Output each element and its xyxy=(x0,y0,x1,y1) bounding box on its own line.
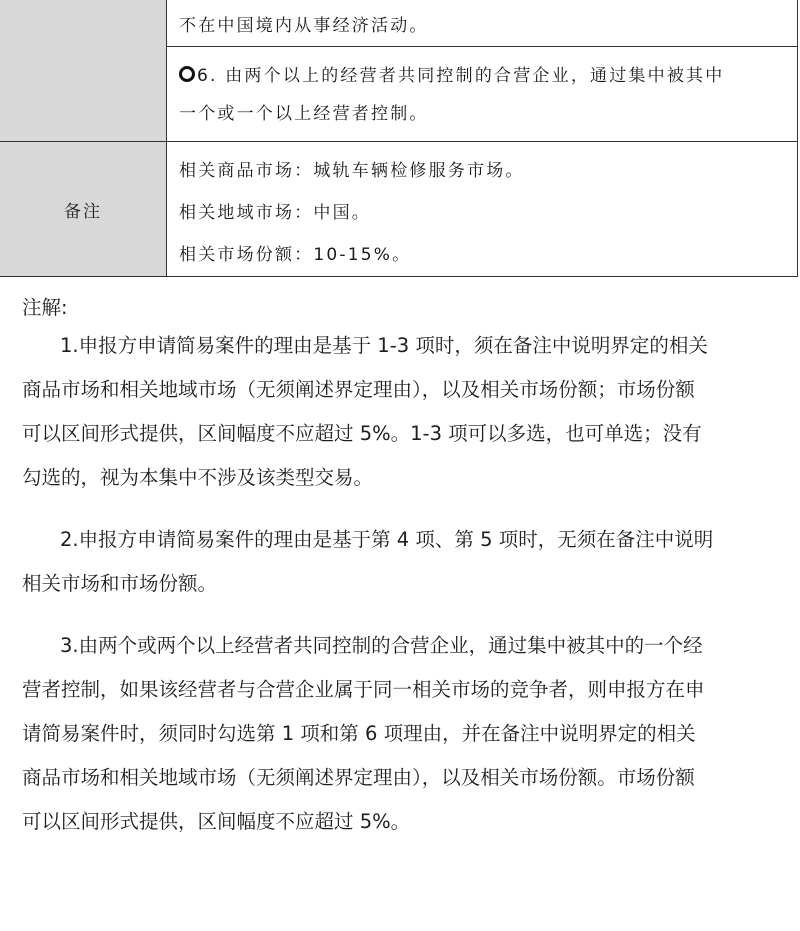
radio-selected-icon[interactable] xyxy=(179,66,195,82)
text-line: 2.申报方申请简易案件的理由是基于第 4 项、第 5 项时，无须在备注中说明 xyxy=(60,528,714,551)
option6-line1: 6. 由两个以上的经营者共同控制的合营企业，通过集中被其中 xyxy=(197,66,725,86)
notes-title: 注解: xyxy=(22,296,68,319)
table-row xyxy=(0,0,800,47)
remark-item: 相关地域市场：中国。 xyxy=(179,203,371,223)
notes-section xyxy=(22,292,782,844)
table-value-cell xyxy=(167,0,798,47)
text-line: 相关市场和市场份额。 xyxy=(22,572,218,595)
remark-item: 相关商品市场：城轨车辆检修服务市场。 xyxy=(179,161,525,181)
table-row xyxy=(0,142,800,277)
table-row xyxy=(0,47,800,142)
remarks-label: 备注 xyxy=(0,142,167,277)
text-line: 请简易案件时，须同时勾选第 1 项和第 6 项理由，并在备注中说明界定的相关 xyxy=(22,722,696,745)
text-line: 可以区间形式提供，区间幅度不应超过 5%。 xyxy=(22,810,411,833)
note-paragraph-1 xyxy=(22,324,782,500)
text-line: 1.申报方申请简易案件的理由是基于 1-3 项时，须在备注中说明界定的相关 xyxy=(60,334,708,357)
text-line: 营者控制，如果该经营者与合营企业属于同一相关市场的竞争者，则申报方在申 xyxy=(22,678,705,701)
text-line: 商品市场和相关地域市场（无须阐述界定理由），以及相关市场份额。市场份额 xyxy=(22,766,695,789)
remark-item: 相关市场份额：10-15%。 xyxy=(179,245,412,265)
row1-text: 不在中国境内从事经济活动。 xyxy=(179,15,429,36)
table-label-cell xyxy=(0,0,167,47)
table-value-cell xyxy=(167,47,798,142)
text-line: 勾选的，视为本集中不涉及该类型交易。 xyxy=(22,466,374,489)
remarks-cell xyxy=(167,142,798,277)
form-table xyxy=(0,0,800,277)
note-paragraph-3 xyxy=(22,624,782,844)
option6-line2: 一个或一个以上经营者控制。 xyxy=(179,104,429,124)
text-line: 3.由两个或两个以上经营者共同控制的合营企业，通过集中被其中的一个经 xyxy=(60,634,703,657)
table-label-cell xyxy=(0,47,167,142)
text-line: 可以区间形式提供，区间幅度不应超过 5%。1-3 项可以多选，也可单选；没有 xyxy=(22,422,702,445)
note-paragraph-2 xyxy=(22,518,782,606)
text-line: 商品市场和相关地域市场（无须阐述界定理由），以及相关市场份额；市场份额 xyxy=(22,378,695,401)
